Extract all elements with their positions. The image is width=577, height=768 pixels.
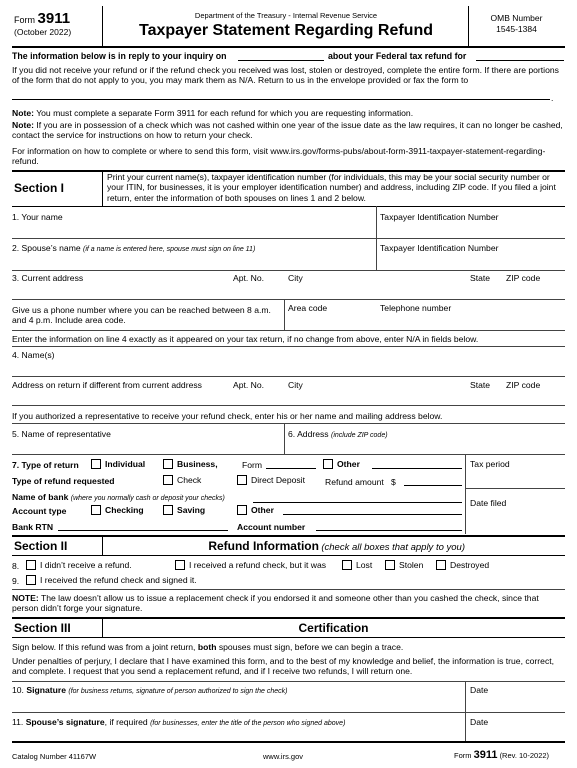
lost-option[interactable]: Lost — [342, 560, 372, 570]
line1-your-name[interactable]: 1. Your name — [12, 212, 63, 222]
refund-check-lost-option[interactable]: I received a refund check, but it was — [175, 560, 326, 570]
line7-type-of-return: 7. Type of return — [12, 460, 79, 470]
omb-label: OMB Number — [490, 13, 543, 23]
date1-label[interactable]: Date — [470, 685, 489, 695]
form-3911-page: Form 3911 (October 2022) Department of the Treasury - Internal Revenue Service Taxpayer Statement Regarding Refund OMB Number 1545-1384 The information below is in reply to your inquiry on about your Federal tax refund for If you did not receive your refund or if the refund check you received was lost, stolen or destroyed, complete the entire form. If there are portions of the form that do not apply to you, you may mark them as N/A. Return to us in the envelope provided or fax the form to . Note: You must complete a separate Form 3911 for each refund for which you are requesting information. Note: If you are in possession of a check which was not cashed within one year of the issue date as the law requires, it can no longer be cashed, contact the service for instructions on how to return your check. For information on how to complete or where to send this form, visit www.irs.gov/forms-pubs/about-form-3911-taxpayer-statement-regarding-refund. Section I Print your current name(s), taxpayer identification number (for individuals, this may be your social security number or your ITIN, for businesses, it is your employer identification number) and address, including ZIP code. If you filed a joint return, enter the information of both spouses on lines 1 and 2 below. 1. Your name Taxpayer Identification Number 2. Spouse’s name (if a name is entered here, spouse must sign on line 11) Taxpayer Identification Number 3. Current address Apt. No. City State ZIP code Give us a phone number where you can be reached between 8 a.m. and 4 p.m. Include area code. Area code Telephone number Enter the information on line 4 exactly as it appeared on your tax return, if no change from above, enter N/A in fields below. 4. Name(s) Address on return if different from current address Apt. No. City State ZIP code If you authorized a representative to receive your refund check, enter his or her name and mailing address below. 5. Name of representative 6. Address (include ZIP code) 7. Type of return Individual Business, Form Other Tax period Type of refund requested Check Direct Deposit Refund amount $ Name of bank (where you normally cash or deposit your checks) Date filed Account type Checking Saving Other Bank RTN Account number Section II Refund Information (check all boxes that apply to you) 8. I didn’t receive a refund. I received a refund check, but it was Lost Stolen Destroyed 9. I received the refund check and signed it. NOTE: The law doesn’t allow us to issue a replacement check if you endorsed it and someone other than you cashed the check, since that person didn’t forge your signature. Section III Certification Sign below. If this refund was from a joint return, both spouses must sign, before we can begin a trace. Under penalties of perjury, I declare that I have examined this form, and to the best of my knowledge and belief, the information is true, correct, and complete. I request that you send a replacement refund, and if I receive two refunds, I will return one. 10. Signature (for business returns, signature of person authorized to sign the check) Date 11. Spouse’s signature, if required (for businesses, enter the title of the person who signed above) Date Catalog Number 41167W www.irs.gov Form 3911 (Rev. 10-2022) — [0, 0, 577, 768]
line3-current-address[interactable]: 3. Current address — [12, 273, 84, 283]
form-revision: (October 2022) — [14, 27, 72, 37]
no-refund-option[interactable]: I didn’t receive a refund. — [26, 560, 132, 570]
destroyed-option[interactable]: Destroyed — [436, 560, 489, 570]
direct-deposit-checkbox — [237, 475, 247, 485]
department-name: Department of the Treasury - Internal Revenue Service — [194, 11, 378, 20]
line6-address[interactable]: 6. Address (include ZIP code) — [288, 429, 388, 439]
section3-label: Section III — [14, 621, 71, 635]
date-filed-label[interactable]: Date filed — [470, 498, 507, 508]
other-checkbox — [323, 459, 333, 469]
section3-title: Certification — [298, 621, 369, 635]
state2-label: State — [470, 380, 491, 390]
other-account-field[interactable] — [283, 506, 462, 515]
direct-deposit-option[interactable]: Direct Deposit — [237, 475, 305, 485]
omb-number: 1545-1384 — [496, 24, 537, 34]
other-account-option[interactable]: Other — [237, 505, 274, 515]
signed-check-checkbox — [26, 575, 36, 585]
individual-checkbox — [91, 459, 101, 469]
line11-spouse-signature[interactable]: 11. Spouse’s signature, if required (for businesses, enter the title of the person who signed above) — [12, 717, 346, 727]
note-separate-form: Note: You must complete a separate Form 3911 for each refund for which you are requesting information. — [12, 108, 414, 118]
zip-label: ZIP code — [506, 273, 541, 283]
tax-period-label[interactable]: Tax period — [470, 459, 510, 469]
intro-paragraph: If you did not receive your refund or if the refund check you received was lost, stolen or destroyed, complete the entire form. If there are portions of the form that do not apply to you, you may mark them as N/A. Return to us in the envelope provided or fax the form to — [12, 65, 559, 86]
apt2-label: Apt. No. — [233, 380, 265, 390]
account-number-label: Account number — [237, 522, 306, 532]
bank-rtn-field[interactable] — [58, 522, 228, 531]
section2-title: Refund Information (check all boxes that apply to you) — [208, 539, 465, 553]
line8: 8. — [12, 561, 20, 571]
website: www.irs.gov — [263, 752, 304, 761]
account-type-label: Account type — [12, 506, 67, 516]
stolen-option[interactable]: Stolen — [385, 560, 423, 570]
bank-rtn-label: Bank RTN — [12, 522, 54, 532]
refund-amount-label: Refund amount $ — [325, 477, 396, 487]
destroyed-checkbox — [436, 560, 446, 570]
refund-type-label: Type of refund requested — [12, 476, 115, 486]
line4-instructions: Enter the information on line 4 exactly as it appeared on your tax return, if no change from above, enter N/A in fields below. — [12, 334, 479, 344]
tin2-label[interactable]: Taxpayer Identification Number — [380, 243, 499, 253]
other-type-field[interactable] — [372, 460, 462, 469]
line2-spouse-name[interactable]: 2. Spouse’s name (if a name is entered here, spouse must sign on line 11) — [12, 243, 256, 253]
form-number-field[interactable] — [266, 460, 316, 469]
info-paragraph: For information on how to complete or where to send this form, visit www.irs.gov/forms-pubs/about-form-3911-taxpayer-statement-regarding-refund. — [12, 146, 546, 167]
saving-checkbox — [163, 505, 173, 515]
inquiry-prefix: The information below is in reply to your inquiry on — [12, 51, 227, 61]
city-label: City — [288, 273, 303, 283]
other-option[interactable]: Other — [323, 459, 360, 469]
refund-check-checkbox — [175, 560, 185, 570]
date2-label[interactable]: Date — [470, 717, 489, 727]
address-on-return[interactable]: Address on return if different from current address — [12, 380, 202, 390]
stolen-checkbox — [385, 560, 395, 570]
form-label-line7: Form — [242, 460, 263, 470]
line9: 9. — [12, 576, 20, 586]
form-number: 3911 — [37, 10, 71, 27]
zip2-label: ZIP code — [506, 380, 541, 390]
telephone-label[interactable]: Telephone number — [380, 303, 452, 313]
checking-option[interactable]: Checking — [91, 505, 144, 515]
form-title: Taxpayer Statement Regarding Refund — [139, 22, 433, 39]
sign-instructions: Sign below. If this refund was from a joint return, both spouses must sign, before we can begin a trace. — [12, 642, 404, 652]
section1-instructions: Print your current name(s), taxpayer identification number (for individuals, this may be your social security number or your ITIN, for businesses, it is your employer identification number) and address, including ZIP code. If you filed a joint return, enter the information of both spouses on lines 1 and 2 below. — [107, 172, 556, 203]
area-code-label[interactable]: Area code — [288, 303, 328, 313]
signed-check-option[interactable]: I received the refund check and signed it. — [26, 575, 197, 585]
form-label: Form 3911 — [14, 10, 71, 27]
bank-name-field[interactable] — [253, 494, 462, 503]
perjury-statement: Under penalties of perjury, I declare that I have examined this form, and to the best of my knowledge and belief, the information is true, correct, and complete. I request that you send a replacement refund, and if I receive two refunds, I will return one. — [12, 656, 555, 677]
catalog-number: Catalog Number 41167W — [12, 752, 97, 761]
section1-label: Section I — [14, 181, 65, 195]
refund-amount-field[interactable] — [404, 477, 462, 486]
bank-name-label: Name of bank (where you normally cash or deposit your checks) — [12, 492, 225, 502]
phone-instructions: Give us a phone number where you can be reached between 8 a.m. and 4 p.m. Include area code. — [12, 305, 271, 326]
lost-checkbox — [342, 560, 352, 570]
apt-label: Apt. No. — [233, 273, 265, 283]
business-option[interactable]: Business, — [163, 459, 218, 469]
note-uncashed-check: Note: If you are in possession of a check which was not cashed within one year of the issue date as the law requires, it can no longer be cashed, contact the service for instructions on how to return your check. — [12, 120, 563, 141]
no-refund-checkbox — [26, 560, 36, 570]
section2-note: NOTE: The law doesn’t allow us to issue a replacement check if you endorsed it and someone other than you cashed the check, since that person didn’t forge your signature. — [12, 593, 539, 614]
city2-label: City — [288, 380, 303, 390]
check-option[interactable]: Check — [163, 475, 201, 485]
footer-form-id: Form 3911 (Rev. 10-2022) — [454, 749, 550, 761]
check-checkbox — [163, 475, 173, 485]
inquiry-date-field[interactable] — [238, 52, 324, 61]
other-account-checkbox — [237, 505, 247, 515]
inquiry-middle: about your Federal tax refund for — [328, 51, 467, 61]
business-checkbox — [163, 459, 173, 469]
individual-option[interactable]: Individual — [91, 459, 145, 469]
saving-option[interactable]: Saving — [163, 505, 205, 515]
tin1-label[interactable]: Taxpayer Identification Number — [380, 212, 499, 222]
fax-number-field[interactable] — [12, 91, 550, 100]
checking-checkbox — [91, 505, 101, 515]
line4-names[interactable]: 4. Name(s) — [12, 350, 55, 360]
account-number-field[interactable] — [316, 522, 462, 531]
refund-year-field[interactable] — [476, 52, 564, 61]
line10-signature[interactable]: 10. Signature (for business returns, signature of person authorized to sign the check) — [12, 685, 288, 695]
representative-instructions: If you authorized a representative to receive your refund check, enter his or her name and mailing address below. — [12, 411, 443, 421]
line5-representative[interactable]: 5. Name of representative — [12, 429, 111, 439]
state-label: State — [470, 273, 491, 283]
section2-label: Section II — [14, 539, 68, 553]
